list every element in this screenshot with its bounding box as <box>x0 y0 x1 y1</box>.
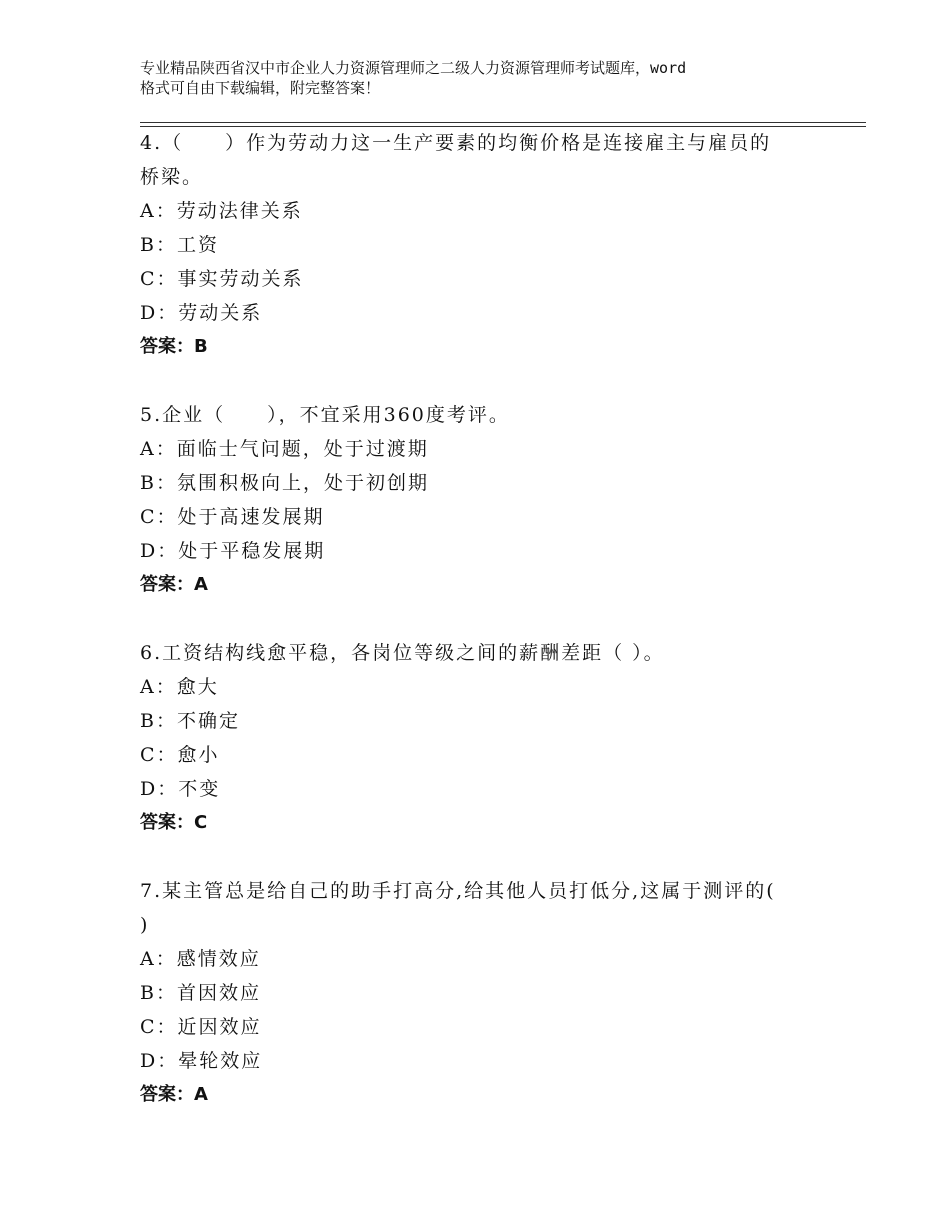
question-6 <box>140 636 840 840</box>
option-d: D：不变 <box>140 778 221 800</box>
question-list <box>140 126 840 1112</box>
question-stem: 5.企业（ ），不宜采用360度考评。 <box>140 404 510 426</box>
question-4 <box>140 126 840 364</box>
header-divider-top <box>140 122 866 123</box>
question-5 <box>140 398 840 602</box>
option-d: D：处于平稳发展期 <box>140 540 326 562</box>
answer: 答案：A <box>140 1084 208 1105</box>
option-a: A：感情效应 <box>140 948 261 970</box>
question-stem: 6.工资结构线愈平稳，各岗位等级之间的薪酬差距（ ）。 <box>140 642 665 664</box>
document-header <box>140 58 840 98</box>
question-spacer <box>140 602 840 636</box>
question-spacer <box>140 840 840 874</box>
question-stem: 4.（ ）作为劳动力这一生产要素的均衡价格是连接雇主与雇员的 <box>140 132 772 154</box>
question-spacer <box>140 364 840 398</box>
question-7 <box>140 874 840 1112</box>
option-b: B：工资 <box>140 234 219 256</box>
option-b: B：首因效应 <box>140 982 261 1004</box>
option-b: B：不确定 <box>140 710 240 732</box>
question-stem: 7.某主管总是给自己的助手打高分,给其他人员打低分,这属于测评的( <box>140 880 776 902</box>
option-c: C：近因效应 <box>140 1016 262 1038</box>
question-stem-continued: ) <box>140 914 150 936</box>
answer: 答案：B <box>140 336 208 357</box>
question-stem-continued: 桥梁。 <box>140 166 204 188</box>
option-c: C：事实劳动关系 <box>140 268 304 290</box>
option-d: D：劳动关系 <box>140 302 263 324</box>
option-c: C：处于高速发展期 <box>140 506 325 528</box>
option-a: A：面临士气问题，处于过渡期 <box>140 438 429 460</box>
option-d: D：晕轮效应 <box>140 1050 263 1072</box>
answer: 答案：A <box>140 574 208 595</box>
header-line-2: 格式可自由下载编辑，附完整答案！ <box>140 79 381 97</box>
option-b: B：氛围积极向上，处于初创期 <box>140 472 429 494</box>
option-c: C：愈小 <box>140 744 220 766</box>
option-a: A：愈大 <box>140 676 219 698</box>
header-line-1: 专业精品陕西省汉中市企业人力资源管理师之二级人力资源管理师考试题库，word <box>140 59 687 77</box>
option-a: A：劳动法律关系 <box>140 200 303 222</box>
answer: 答案：C <box>140 812 208 833</box>
